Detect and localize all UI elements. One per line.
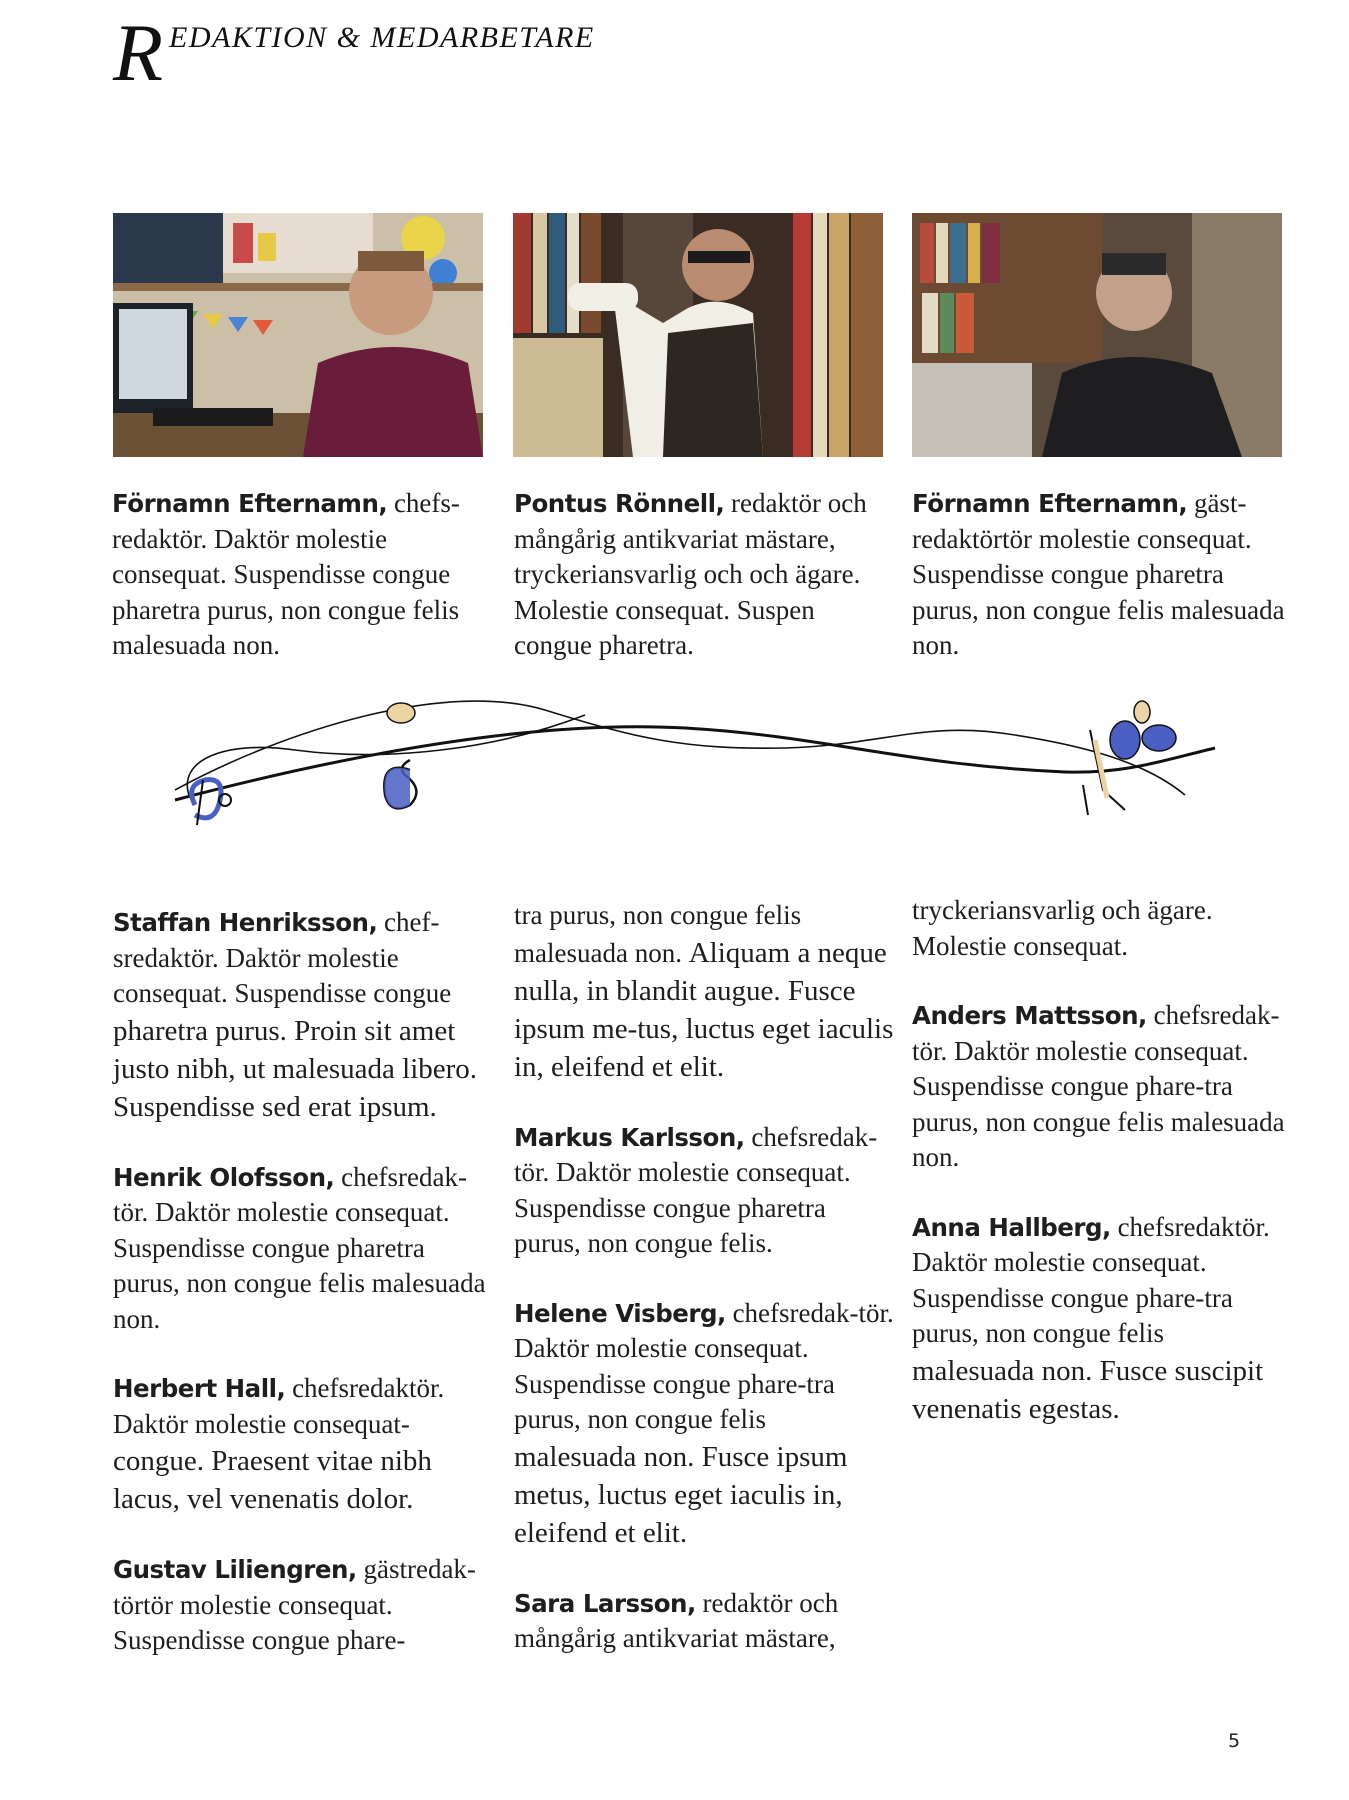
featured-text: redaktör och mångårig antikvariat mästare, tryckeriansvarlig och och ägare. Molestie consequat. Suspen congue pharetra. bbox=[514, 488, 867, 660]
featured-text: gäst-redaktörtör molestie consequat. Suspendisse congue pharetra purus, non congue felis malesuada non. bbox=[912, 488, 1285, 660]
text-column-1 bbox=[113, 905, 493, 1693]
bio-text-large: Aliquam a neque nulla, in blandit augue. Fusce ipsum me-tus, luctus eget iaculis in, eleifend et elit. bbox=[514, 936, 894, 1083]
bio-paragraph bbox=[113, 1160, 493, 1338]
bio-text: gästredak-törtör molestie consequat. Suspendisse congue phare- bbox=[113, 1554, 476, 1655]
staff-photo-1 bbox=[113, 213, 483, 457]
bio-paragraph bbox=[113, 905, 493, 1126]
page-number: 5 bbox=[1228, 1730, 1241, 1752]
featured-bio-3 bbox=[912, 486, 1292, 664]
bio-name: Markus Karlsson, bbox=[514, 1122, 745, 1152]
bio-text: chefsredak-tör. Daktör molestie consequat. Suspendisse congue phare-tra purus, non congue felis bbox=[514, 1297, 894, 1434]
bio-name: Anna Hallberg, bbox=[912, 1212, 1111, 1242]
bio-text: redaktör och mångårig antikvariat mästare, bbox=[514, 1587, 839, 1653]
bio-paragraph bbox=[514, 1120, 894, 1262]
bio-paragraph bbox=[912, 1210, 1292, 1428]
bio-text-large: pharetra purus. Proin sit amet justo nibh, ut malesuada libero. Suspendisse sed erat ipsum. bbox=[113, 1014, 478, 1123]
bio-paragraph bbox=[514, 1586, 894, 1657]
page-title: EDAKTION & MEDARBETARE bbox=[169, 21, 595, 54]
featured-name: Pontus Rönnell, bbox=[514, 489, 725, 518]
decorative-flourish bbox=[165, 690, 1225, 850]
bio-text: chef-sredaktör. Daktör molestie consequat. Suspendisse congue bbox=[113, 907, 452, 1008]
bio-paragraph bbox=[514, 1296, 894, 1552]
bio-paragraph bbox=[514, 898, 894, 1086]
bio-name: Henrik Olofsson, bbox=[113, 1162, 335, 1192]
bio-text: tra purus, non congue felis malesuada non. bbox=[514, 900, 802, 968]
bio-text: chefsredak-tör. Daktör molestie consequat. Suspendisse congue pharetra purus, non congue felis. bbox=[514, 1121, 878, 1258]
bio-paragraph bbox=[912, 893, 1292, 964]
bio-name: Gustav Liliengren, bbox=[113, 1555, 357, 1584]
featured-name: Förnamn Efternamn, bbox=[912, 489, 1188, 518]
bio-text-large: malesuada non. Fusce ipsum metus, luctus eget iaculis in, eleifend et elit. bbox=[514, 1440, 848, 1549]
title-drop-cap: R bbox=[113, 7, 164, 98]
text-column-3 bbox=[912, 893, 1292, 1462]
featured-name: Förnamn Efternamn, bbox=[112, 489, 388, 518]
bio-text: chefsredaktör. Daktör molestie consequat- bbox=[113, 1373, 445, 1439]
bio-paragraph bbox=[113, 1371, 493, 1518]
bio-paragraph bbox=[912, 998, 1292, 1176]
bio-text: chefsredak-tör. Daktör molestie consequat. Suspendisse congue phare-tra purus, non congue felis malesuada non. bbox=[912, 1000, 1285, 1172]
bio-name: Sara Larsson, bbox=[514, 1588, 696, 1618]
bio-name: Anders Mattsson, bbox=[912, 1001, 1147, 1030]
featured-text: chefs-redaktör. Daktör molestie consequat. Suspendisse congue pharetra purus, non congue felis malesuada non. bbox=[112, 488, 460, 660]
bio-text-large: congue. Praesent vitae nibh lacus, vel venenatis dolor. bbox=[113, 1445, 432, 1515]
staff-photo-2 bbox=[513, 213, 883, 457]
bio-text: chefsredaktör. Daktör molestie consequat. Suspendisse congue phare-tra purus, non congue felis bbox=[912, 1211, 1270, 1348]
featured-bio-2 bbox=[514, 486, 894, 664]
staff-photo-3 bbox=[912, 213, 1282, 457]
text-column-2 bbox=[514, 898, 894, 1691]
bio-text: tryckeriansvarlig och ägare. Molestie consequat. bbox=[912, 895, 1213, 961]
bio-name: Helene Visberg, bbox=[514, 1298, 726, 1328]
bio-paragraph bbox=[113, 1552, 493, 1659]
bio-name: Herbert Hall, bbox=[113, 1374, 286, 1403]
bio-name: Staffan Henriksson, bbox=[113, 908, 378, 937]
featured-bio-1 bbox=[112, 486, 492, 664]
bio-text-large: malesuada non. Fusce suscipit venenatis egestas. bbox=[912, 1354, 1264, 1425]
bio-text: chefsredak-tör. Daktör molestie consequat. Suspendisse congue pharetra purus, non congue felis malesuada non. bbox=[113, 1161, 486, 1334]
